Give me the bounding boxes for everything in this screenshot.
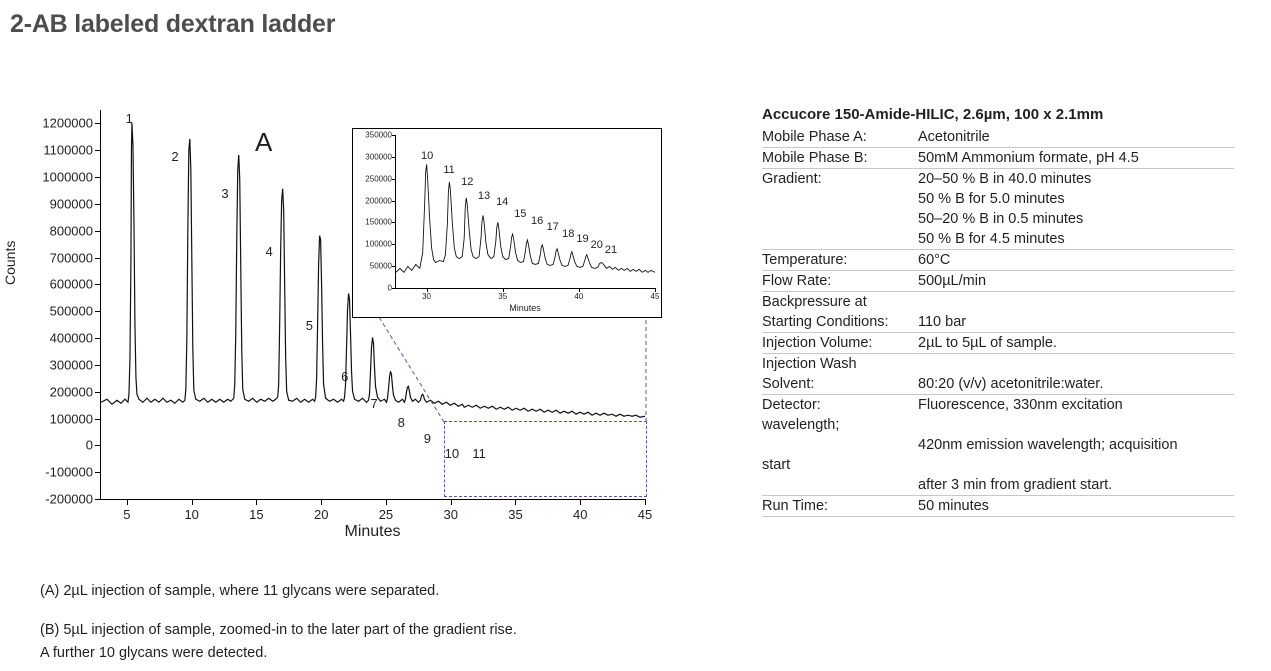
inset-x-tick: 40 — [574, 292, 584, 301]
table-row — [762, 455, 1234, 475]
table-row — [762, 209, 1234, 229]
method-key: wavelength; — [762, 417, 840, 433]
peak-label: 6 — [341, 368, 349, 384]
inset-peak-label: 21 — [604, 243, 618, 256]
y-tick: 800000 — [49, 223, 93, 239]
peak-label: 1 — [125, 111, 133, 126]
peak-label: 2 — [171, 148, 179, 164]
peak-label: 11 — [472, 446, 486, 462]
table-row — [762, 292, 1234, 313]
inset-x-tick: 35 — [498, 292, 508, 301]
method-key: Injection Wash — [762, 356, 857, 372]
method-key: Gradient: — [762, 171, 822, 187]
method-value — [918, 455, 1234, 475]
inset-peak-label: 19 — [576, 232, 589, 245]
inset-y-tick: 100000 — [365, 239, 392, 249]
x-tick: 15 — [249, 507, 264, 522]
inset-chromatogram — [352, 128, 662, 318]
peak-label: 3 — [221, 185, 229, 201]
method-key: Starting Conditions: — [762, 312, 918, 333]
peak-label: 7 — [370, 395, 378, 411]
table-row — [762, 271, 1234, 292]
method-value: Acetonitrile — [918, 127, 1234, 148]
y-tick: 1000000 — [42, 169, 93, 185]
inset-plot-area — [365, 130, 660, 301]
y-tick: 300000 — [49, 357, 93, 373]
method-value: Fluorescence, 330nm excitation — [918, 397, 1123, 413]
method-value: 50 minutes — [918, 496, 1234, 517]
table-row — [762, 333, 1234, 354]
x-axis-label: Minutes — [344, 523, 401, 540]
method-value: 420nm emission wavelength; acquisition — [918, 437, 1178, 453]
y-tick: 0 — [85, 437, 93, 453]
method-value: 80:20 (v/v) acetonitrile:water. — [918, 374, 1234, 395]
caption-b: (B) 5µL injection of sample, zoomed-in to the later part of the gradient rise. — [40, 622, 517, 638]
method-key: Temperature: — [762, 250, 918, 271]
y-tick: 100000 — [49, 411, 93, 427]
method-value: 50mM Ammonium formate, pH 4.5 — [918, 148, 1234, 169]
peak-label: 10 — [444, 446, 460, 462]
table-row — [762, 415, 1234, 435]
inset-y-tick: 150000 — [365, 217, 392, 227]
method-header: Accucore 150-Amide-HILIC, 2.6µm, 100 x 2.1mm — [762, 106, 1104, 123]
peak-label: 9 — [423, 430, 432, 446]
y-axis-label: Counts — [2, 240, 18, 285]
inset-peak-label: 11 — [443, 164, 455, 177]
inset-y-tick: 200000 — [365, 196, 392, 206]
x-tick: 40 — [573, 507, 588, 522]
y-tick: 400000 — [49, 330, 93, 346]
method-key: Run Time: — [762, 496, 918, 517]
inset-peak-label: 20 — [590, 239, 603, 252]
inset-x-axis-label: Minutes — [509, 303, 541, 313]
caption-a: (A) 2µL injection of sample, where 11 glycans were separated. — [40, 583, 440, 599]
method-key — [762, 189, 918, 209]
table-row — [762, 354, 1234, 375]
inset-peak-label: 12 — [461, 176, 474, 189]
method-key: Injection Volume: — [762, 333, 918, 354]
method-key — [762, 209, 918, 229]
inset-peak-label: 13 — [477, 190, 491, 203]
table-row — [762, 475, 1234, 496]
method-key: Detector: — [762, 397, 821, 413]
method-key: Mobile Phase A: — [762, 127, 918, 148]
inset-y-tick: 0 — [387, 283, 392, 293]
method-key: Backpressure at — [762, 294, 867, 310]
table-row — [762, 435, 1234, 455]
method-value: 2µL to 5µL of sample. — [918, 333, 1234, 354]
y-tick: 1200000 — [42, 115, 93, 131]
table-row — [762, 189, 1234, 209]
table-row — [762, 250, 1234, 271]
table-row — [762, 127, 1234, 148]
method-value — [918, 354, 1234, 375]
y-tick: 1100000 — [43, 142, 93, 158]
inset-peak-label: 16 — [531, 214, 544, 227]
method-value: 60°C — [918, 250, 1234, 271]
method-value: 50 % B for 5.0 minutes — [918, 191, 1065, 207]
inset-peak-label: 17 — [546, 220, 559, 233]
method-key — [762, 229, 918, 250]
method-value: after 3 min from gradient start. — [918, 475, 1234, 496]
page-title: 2-AB labeled dextran ladder — [10, 10, 336, 38]
method-value — [918, 292, 1234, 313]
peak-label: 4 — [265, 244, 273, 260]
x-tick: 20 — [313, 507, 329, 522]
method-value: 110 bar — [918, 312, 1234, 333]
method-key — [762, 435, 918, 455]
method-key: Mobile Phase B: — [762, 148, 918, 169]
inset-peak-label: 10 — [420, 150, 434, 163]
inset-y-tick: 50000 — [369, 261, 392, 271]
method-value: 50–20 % B in 0.5 minutes — [918, 211, 1084, 227]
inset-peak-label: 14 — [496, 196, 509, 209]
inset-y-tick: 250000 — [365, 174, 392, 184]
y-tick: -100000 — [45, 464, 93, 480]
y-tick: 200000 — [49, 384, 93, 400]
method-value — [918, 415, 1234, 435]
method-key: Flow Rate: — [762, 271, 918, 292]
y-tick: -200000 — [45, 491, 93, 507]
peak-label: 5 — [305, 318, 313, 334]
inset-x-tick: 45 — [650, 292, 660, 301]
method-table — [762, 106, 1234, 517]
x-tick: 25 — [378, 507, 394, 522]
y-tick: 600000 — [49, 276, 93, 292]
inset-peak-label: 18 — [562, 228, 575, 241]
inset-y-tick: 300000 — [365, 152, 392, 162]
panel-letter-a: A — [255, 127, 273, 157]
table-row — [762, 496, 1234, 517]
x-tick: 45 — [637, 507, 653, 522]
main-chromatogram — [0, 95, 700, 565]
peak-label: 8 — [397, 415, 405, 431]
method-value: 20–50 % B in 40.0 minutes — [918, 171, 1092, 187]
inset-y-tick: 350000 — [365, 130, 392, 140]
x-tick: 5 — [123, 507, 131, 522]
inset-peak-label: 15 — [514, 208, 527, 221]
method-key: Solvent: — [762, 374, 918, 395]
table-row — [762, 148, 1234, 169]
method-value: 500µL/min — [918, 271, 1234, 292]
table-row — [762, 229, 1234, 250]
y-tick: 500000 — [49, 303, 93, 319]
y-tick: 700000 — [49, 250, 93, 266]
inset-x-tick: 30 — [422, 292, 431, 301]
method-key: start — [762, 457, 791, 473]
table-row — [762, 395, 1234, 416]
x-tick: 35 — [508, 507, 523, 522]
caption-b-2: A further 10 glycans were detected. — [40, 645, 268, 661]
table-row — [762, 169, 1234, 190]
method-value: 50 % B for 4.5 minutes — [918, 229, 1234, 250]
y-tick: 900000 — [49, 196, 93, 212]
x-tick: 30 — [443, 507, 458, 522]
table-row — [762, 374, 1234, 395]
x-tick: 10 — [184, 507, 199, 522]
table-row — [762, 312, 1234, 333]
method-key — [762, 475, 918, 496]
